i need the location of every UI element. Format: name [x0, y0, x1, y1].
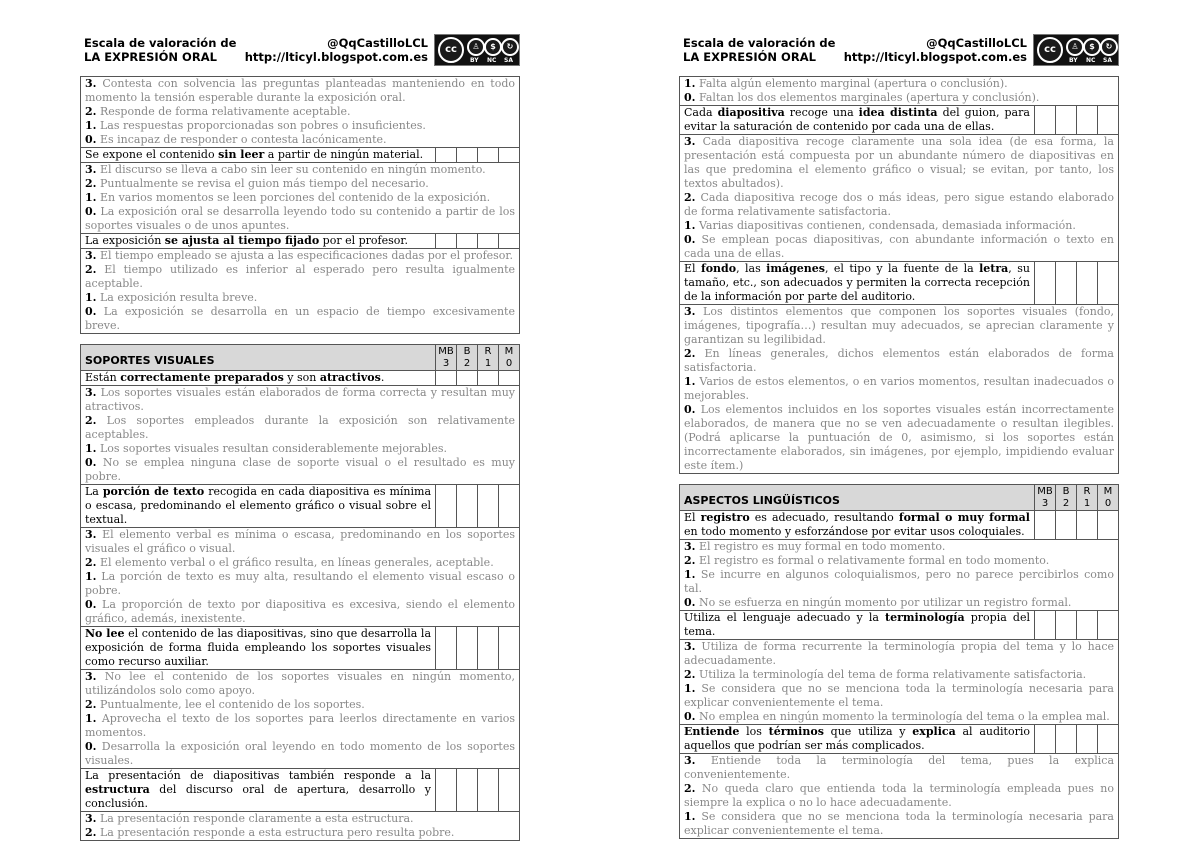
- right-page: [679, 0, 1119, 849]
- level-descriptor: 1. Las respuestas proporcionadas son pobres o insuficientes.: [85, 119, 426, 132]
- score-cell[interactable]: [435, 234, 456, 249]
- level-descriptor: 0. No emplea en ningún momento la terminología del tema o la emplea mal.: [684, 710, 1110, 723]
- level-descriptor: 1. La porción de texto es muy alta, resultando el elemento visual escaso o pobre.: [85, 570, 515, 597]
- score-cell[interactable]: [1035, 725, 1056, 754]
- level-descriptors-cell: [81, 386, 520, 485]
- score-column-header: R 1: [1077, 485, 1098, 511]
- level-descriptor: 1. Falta algún elemento marginal (apertura o conclusión).: [684, 77, 1008, 90]
- score-cell[interactable]: [498, 148, 519, 163]
- level-descriptor: 2. El registro es formal o relativamente formal en todo momento.: [684, 554, 1050, 567]
- section-header-row: [81, 345, 520, 371]
- score-cell[interactable]: [1035, 611, 1056, 640]
- level-descriptors: [680, 77, 1119, 106]
- score-column-header: M 0: [499, 345, 520, 371]
- level-descriptor: 1. En varios momentos se leen porciones del contenido de la exposición.: [85, 191, 491, 204]
- criterion-row: [680, 611, 1119, 640]
- score-cell[interactable]: [1098, 725, 1119, 754]
- level-descriptor: 3. Entiende toda la terminología del tema, pues la explica convenientemente.: [684, 754, 1114, 781]
- level-descriptor: 3. El elemento verbal es mínima o escasa, predominando en los soportes visuales el gráfico o visual.: [85, 528, 515, 555]
- header-url[interactable]: http://lticyl.blogspot.com.es: [244, 50, 428, 64]
- score-cell[interactable]: [478, 627, 499, 670]
- score-cell[interactable]: [499, 627, 520, 670]
- rubric-table-oral: [80, 76, 520, 334]
- section-title: ASPECTOS LINGÜÍSTICOS: [680, 485, 1035, 511]
- score-cell[interactable]: [435, 148, 456, 163]
- sa-label: SA: [504, 57, 513, 64]
- level-descriptor: 1. Se considera que no se menciona toda la terminología necesaria para explicar convenientemente el tema.: [684, 682, 1114, 709]
- level-descriptor: 2. Cada diapositiva recoge dos o más ideas, pero sigue estando elaborado de forma relativamente satisfactoria.: [684, 191, 1114, 218]
- criterion-row: [81, 371, 520, 386]
- score-cell[interactable]: [478, 371, 499, 386]
- score-cell[interactable]: [477, 234, 498, 249]
- level-descriptors-cell: [81, 812, 520, 841]
- criterion-text: No lee el contenido de las diapositivas, sino que desarrolla la exposición de forma fluida empleando los soportes visuales como recurso auxiliar.: [81, 627, 436, 670]
- nc-icon: $: [1083, 38, 1101, 56]
- level-descriptor: 2. El tiempo utilizado es inferior al esperado pero resulta igualmente aceptable.: [85, 263, 515, 290]
- score-cell[interactable]: [499, 371, 520, 386]
- level-descriptor: 0. Faltan los dos elementos marginales (apertura y conclusión).: [684, 91, 1040, 104]
- criterion-row: [81, 485, 520, 528]
- level-descriptor: 0. Los elementos incluidos en los soportes visuales están incorrectamente elaborados, de manera que no se ven adecuadamente o resultan ilegibles. (Podrá aplicarse la puntuación de 0, asimismo, si los soportes están incorrectamente elaborados, sin imágenes, por ejemplo, impidiendo evaluar este ítem.): [684, 403, 1114, 472]
- level-descriptors-cell: [680, 754, 1119, 839]
- rubric-table-diapositivas: [679, 76, 1119, 474]
- score-cell[interactable]: [1076, 106, 1097, 135]
- score-cell[interactable]: [436, 769, 457, 812]
- criterion-text: Se expone el contenido sin leer a partir de ningún material.: [81, 148, 436, 163]
- level-descriptor: 3. El discurso se lleva a cabo sin leer su contenido en ningún momento.: [85, 163, 486, 176]
- level-descriptor: 2. No queda claro que entienda toda la terminología empleada pues no siempre la explica o no lo hace adecuadamente.: [684, 782, 1114, 809]
- level-descriptor: 3. Contesta con solvencia las preguntas planteadas manteniendo en todo momento la tensión esperable durante la exposición oral.: [85, 77, 515, 104]
- score-cell[interactable]: [1097, 106, 1118, 135]
- criterion-text: La porción de texto recogida en cada diapositiva es mínima o escasa, predominando el elemento gráfico o visual sobre el textual.: [81, 485, 436, 528]
- score-cell[interactable]: [1098, 511, 1119, 540]
- level-descriptor: 0. La exposición se desarrolla en un espacio de tiempo excesivamente breve.: [85, 305, 515, 332]
- level-descriptors: [81, 528, 520, 627]
- rubric-table-soportes: [80, 344, 520, 841]
- sa-icon: ↻: [1100, 38, 1118, 56]
- score-cell[interactable]: [456, 148, 477, 163]
- level-descriptor: 3. No lee el contenido de los soportes visuales en ningún momento, utilizándolos solo como apoyo.: [85, 670, 515, 697]
- cc-license-icon: [434, 34, 520, 66]
- level-descriptor: 0. No se emplea ninguna clase de soporte visual o el resultado es muy pobre.: [85, 456, 515, 483]
- score-cell[interactable]: [1034, 262, 1055, 305]
- level-descriptors-cell: [81, 249, 520, 334]
- level-descriptor: 1. Los soportes visuales resultan considerablemente mejorables.: [85, 442, 447, 455]
- level-descriptors: [680, 754, 1119, 839]
- level-descriptor: 1. Se incurre en algunos coloquialismos, pero no parece percibirlos como tal.: [684, 568, 1114, 595]
- score-cell[interactable]: [478, 769, 499, 812]
- level-descriptors: [81, 386, 520, 485]
- level-descriptor: 2. En líneas generales, dichos elementos están elaborados de forma satisfactoria.: [684, 347, 1114, 374]
- score-column-header: B 2: [1056, 485, 1077, 511]
- level-descriptor: 1. Varias diapositivas contienen, condensada, demasiada información.: [684, 219, 1076, 232]
- level-descriptors: [81, 670, 520, 769]
- level-descriptors-cell: [680, 305, 1119, 474]
- level-descriptor: 2. Utiliza la terminología del tema de forma relativamente satisfactoria.: [684, 668, 1087, 681]
- score-cell[interactable]: [1077, 725, 1098, 754]
- score-cell[interactable]: [436, 627, 457, 670]
- header-url[interactable]: http://lticyl.blogspot.com.es: [843, 50, 1027, 64]
- score-cell[interactable]: [1056, 725, 1077, 754]
- level-descriptor: 3. El tiempo empleado se ajusta a las especificaciones dadas por el profesor.: [85, 249, 513, 262]
- level-descriptors-cell: [680, 540, 1119, 611]
- level-descriptors-cell: [680, 77, 1119, 106]
- criterion-text: El fondo, las imágenes, el tipo y la fuente de la letra, su tamaño, etc., son adecuados y permiten la correcta recepción de la información por parte del auditorio.: [680, 262, 1035, 305]
- header-handle: @QqCastilloLCL: [327, 36, 428, 50]
- score-cell[interactable]: [1077, 611, 1098, 640]
- score-cell[interactable]: [457, 627, 478, 670]
- level-descriptors-cell: [81, 163, 520, 234]
- score-cell[interactable]: [1035, 511, 1056, 540]
- criterion-text: El registro es adecuado, resultando formal o muy formal en todo momento y esforzándose por evitar usos coloquiales.: [680, 511, 1035, 540]
- section-header-row: [680, 485, 1119, 511]
- level-descriptors: [680, 305, 1119, 474]
- by-label: BY: [1069, 57, 1078, 64]
- nc-label: NC: [1086, 57, 1096, 64]
- score-cell[interactable]: [436, 485, 457, 528]
- level-descriptors: [680, 540, 1119, 611]
- level-descriptors-cell: [81, 670, 520, 769]
- criterion-text: Entiende los términos que utiliza y explica al auditorio aquellos que podrían ser más complicados.: [680, 725, 1035, 754]
- level-descriptor: 2. Puntualmente, lee el contenido de los soportes.: [85, 698, 365, 711]
- score-cell[interactable]: [457, 769, 478, 812]
- score-cell[interactable]: [1077, 511, 1098, 540]
- criterion-text: Están correctamente preparados y son atractivos.: [81, 371, 436, 386]
- score-column-header: MB 3: [436, 345, 457, 371]
- level-descriptors: [680, 640, 1119, 725]
- by-person-icon: ♙: [1066, 38, 1084, 56]
- section-title: SOPORTES VISUALES: [81, 345, 436, 371]
- level-descriptor: 2. La presentación responde a esta estructura pero resulta pobre.: [85, 826, 455, 839]
- criterion-row: [680, 262, 1119, 305]
- score-cell[interactable]: [1097, 262, 1118, 305]
- level-descriptor: 2. El elemento verbal o el gráfico resulta, en líneas generales, aceptable.: [85, 556, 494, 569]
- score-cell[interactable]: [1034, 106, 1055, 135]
- score-cell[interactable]: [498, 234, 519, 249]
- level-descriptors: [680, 135, 1119, 262]
- sa-label: SA: [1103, 57, 1112, 64]
- level-descriptors: [81, 812, 520, 841]
- criterion-row: [81, 769, 520, 812]
- header-title-line2: LA EXPRESIÓN ORAL: [84, 50, 217, 64]
- level-descriptor: 0. La proporción de texto por diapositiva es excesiva, siendo el elemento gráfico, además, inexistente.: [85, 598, 515, 625]
- level-descriptors: [81, 249, 520, 334]
- score-cell[interactable]: [1056, 611, 1077, 640]
- criterion-row: [680, 511, 1119, 540]
- level-descriptors: [81, 77, 520, 148]
- criterion-row: [81, 234, 520, 249]
- level-descriptors-cell: [81, 528, 520, 627]
- score-column-header: B 2: [457, 345, 478, 371]
- level-descriptor: 1. Se considera que no se menciona toda la terminología necesaria para explicar convenientemente el tema.: [684, 810, 1114, 837]
- cc-icon: cc: [438, 37, 464, 63]
- left-page: [80, 0, 520, 851]
- score-cell[interactable]: [1056, 511, 1077, 540]
- rubric-table-linguisticos: [679, 484, 1119, 839]
- criterion-row: [680, 725, 1119, 754]
- score-cell[interactable]: [477, 148, 498, 163]
- criterion-text: La exposición se ajusta al tiempo fijado por el profesor.: [81, 234, 436, 249]
- level-descriptor: 3. Utiliza de forma recurrente la terminología propia del tema y lo hace adecuadamente.: [684, 640, 1114, 667]
- score-column-header: M 0: [1098, 485, 1119, 511]
- level-descriptors: [81, 163, 520, 234]
- level-descriptors-cell: [680, 135, 1119, 262]
- by-person-icon: ♙: [467, 38, 485, 56]
- level-descriptor: 0. No se esfuerza en ningún momento por utilizar un registro formal.: [684, 596, 1072, 609]
- sa-icon: ↻: [501, 38, 519, 56]
- level-descriptors-cell: [81, 77, 520, 148]
- header-handle: @QqCastilloLCL: [926, 36, 1027, 50]
- level-descriptor: 1. La exposición resulta breve.: [85, 291, 258, 304]
- score-column-header: MB 3: [1035, 485, 1056, 511]
- score-cell[interactable]: [1098, 611, 1119, 640]
- header-title-line1: Escala de valoración de: [683, 36, 836, 50]
- level-descriptor: 1. Aprovecha el texto de los soportes para leerlos directamente en varios momentos.: [85, 712, 515, 739]
- criterion-text: La presentación de diapositivas también responde a la estructura del discurso oral de apertura, desarrollo y conclusión.: [81, 769, 436, 812]
- score-cell[interactable]: [436, 371, 457, 386]
- score-cell[interactable]: [1055, 262, 1076, 305]
- cc-icon: cc: [1037, 37, 1063, 63]
- header-title-line2: LA EXPRESIÓN ORAL: [683, 50, 816, 64]
- level-descriptor: 3. El registro es muy formal en todo momento.: [684, 540, 946, 553]
- level-descriptor: 2. Los soportes empleados durante la exposición son relativamente aceptables.: [85, 414, 515, 441]
- level-descriptor: 1. Varios de estos elementos, o en varios momentos, resultan inadecuados o mejorables.: [684, 375, 1114, 402]
- level-descriptor: 0. Se emplean pocas diapositivas, con abundante información o texto en cada una de ellas.: [684, 233, 1114, 260]
- score-cell[interactable]: [1076, 262, 1097, 305]
- score-cell[interactable]: [499, 485, 520, 528]
- nc-label: NC: [487, 57, 497, 64]
- level-descriptor: 2. Puntualmente se revisa el guion más tiempo del necesario.: [85, 177, 429, 190]
- level-descriptor: 0. La exposición oral se desarrolla leyendo todo su contenido a partir de los soportes visuales o de unos apuntes.: [85, 205, 515, 232]
- page-header: [80, 34, 520, 74]
- header-title-line1: Escala de valoración de: [84, 36, 237, 50]
- score-cell[interactable]: [457, 485, 478, 528]
- criterion-row: [680, 106, 1119, 135]
- level-descriptor: 0. Es incapaz de responder o contesta lacónicamente.: [85, 133, 387, 146]
- criterion-text: Utiliza el lenguaje adecuado y la terminología propia del tema.: [680, 611, 1035, 640]
- score-column-header: R 1: [478, 345, 499, 371]
- by-label: BY: [470, 57, 479, 64]
- criterion-text: Cada diapositiva recoge una idea distinta del guion, para evitar la saturación de contenido por cada una de ellas.: [680, 106, 1035, 135]
- level-descriptor: 2. Responde de forma relativamente aceptable.: [85, 105, 351, 118]
- level-descriptor: 0. Desarrolla la exposición oral leyendo en todo momento de los soportes visuales.: [85, 740, 515, 767]
- score-cell[interactable]: [478, 485, 499, 528]
- criterion-row: [81, 627, 520, 670]
- page-header: [679, 34, 1119, 74]
- level-descriptor: 3. La presentación responde claramente a esta estructura.: [85, 812, 414, 825]
- criterion-row: [81, 148, 520, 163]
- score-cell[interactable]: [456, 234, 477, 249]
- level-descriptors-cell: [680, 640, 1119, 725]
- level-descriptor: 3. Cada diapositiva recoge claramente una sola idea (de esa forma, la presentación está compuesta por un abundante número de diapositivas en las que predomina el elemento gráfico o visual; se evitan, por tanto, los textos abultados).: [684, 135, 1114, 190]
- score-cell[interactable]: [457, 371, 478, 386]
- score-cell[interactable]: [1055, 106, 1076, 135]
- level-descriptor: 3. Los distintos elementos que componen los soportes visuales (fondo, imágenes, tipografía…) resultan muy adecuados, se aprecian claramente y garantizan su legilibidad.: [684, 305, 1114, 346]
- score-cell[interactable]: [499, 769, 520, 812]
- level-descriptor: 3. Los soportes visuales están elaborados de forma correcta y resultan muy atractivos.: [85, 386, 515, 413]
- cc-license-icon: [1033, 34, 1119, 66]
- nc-icon: $: [484, 38, 502, 56]
